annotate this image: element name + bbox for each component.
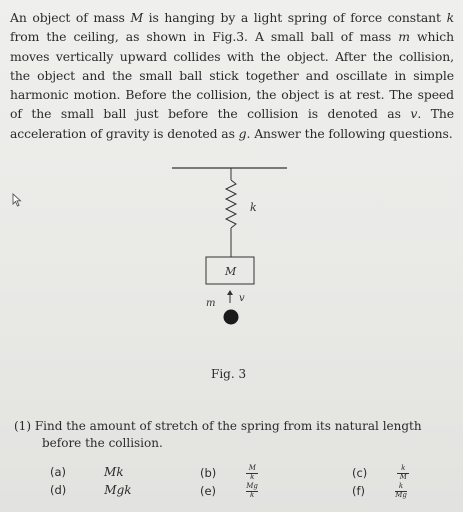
choice-value: Mgk — [104, 483, 132, 497]
choice-label: (c) — [352, 466, 368, 480]
intro-text: An object of mass — [10, 10, 131, 25]
fraction-denominator: M — [399, 473, 407, 481]
var-M: M — [130, 10, 144, 25]
choice-label: (b) — [200, 466, 217, 480]
intro-text: is hanging by a light spring of force constant — [143, 10, 447, 25]
choice-fraction — [395, 483, 407, 499]
fraction-denominator: Mg — [395, 491, 407, 499]
intro-text: . Answer the following questions. — [246, 125, 453, 141]
fraction-denominator: k — [249, 491, 255, 499]
choice-value: Mk — [104, 465, 124, 479]
fraction-numerator: k — [398, 482, 404, 490]
choice-label: (f) — [352, 484, 366, 498]
choice-label: (a) — [50, 465, 67, 479]
question-1 — [14, 418, 454, 452]
var-m: m — [398, 29, 410, 45]
figure-caption: Fig. 3 — [211, 367, 247, 381]
intro-text: . The acceleration of gravity is denoted as — [10, 106, 454, 141]
spring-coil — [226, 180, 236, 228]
choice-f[interactable] — [352, 483, 407, 499]
fraction-numerator: Mg — [246, 482, 258, 490]
velocity-arrowhead — [227, 290, 233, 295]
choice-a[interactable] — [50, 465, 124, 479]
choice-d[interactable] — [50, 483, 132, 497]
var-k: k — [446, 10, 454, 25]
fraction-numerator: M — [248, 464, 256, 472]
question-1-text: (1) Find the amount of stretch of the spring from its natural length before the collision. — [14, 419, 422, 450]
choice-fraction — [397, 465, 409, 481]
var-v: v — [410, 106, 418, 122]
ball — [224, 310, 239, 325]
choice-label: (d) — [50, 483, 67, 497]
fraction-numerator: k — [401, 464, 406, 472]
intro-text: from the ceiling, as shown in Fig.3. A small ball of mass — [10, 29, 399, 45]
choice-e[interactable] — [200, 483, 258, 499]
figure-3 — [0, 160, 463, 390]
choice-c[interactable] — [352, 465, 409, 481]
ball-label: m — [206, 298, 216, 309]
fraction-denominator: k — [250, 473, 255, 481]
var-g: g — [238, 125, 247, 141]
choice-fraction — [246, 465, 258, 481]
intro-text: which moves vertically upward collides with the object. After the collision, the object and the small ball stick together and oscillate in simple harmonic motion. Before the collision, the object is at rest. The speed of the small ball just before the collision is denoted as — [10, 29, 454, 122]
velocity-label: v — [239, 293, 245, 304]
spring-label: k — [250, 201, 257, 214]
choice-fraction — [246, 483, 258, 499]
choice-label: (e) — [200, 484, 217, 498]
choice-b[interactable] — [200, 465, 258, 481]
problem-intro — [10, 8, 454, 143]
object-label: M — [225, 265, 237, 278]
